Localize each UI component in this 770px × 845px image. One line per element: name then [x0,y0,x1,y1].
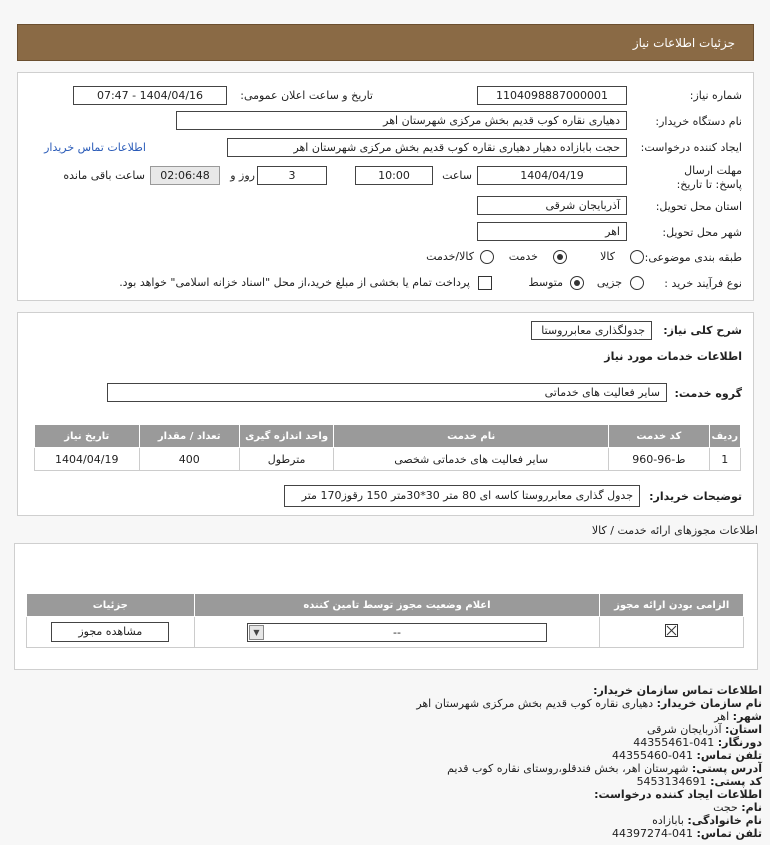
services-title: اطلاعات خدمات مورد نیاز [604,350,742,363]
permits-table [26,593,744,648]
permit-status-cell [194,617,600,648]
cell-row: 1 [709,448,740,471]
col-need-date: تاریخ نیاز [35,425,140,448]
announce-label: تاریخ و ساعت اعلان عمومی: [240,89,373,102]
col-permit-details: جزئیات [27,594,195,617]
buyer-org-label: نام دستگاه خریدار: [655,115,742,128]
x-mark-icon [666,625,677,636]
remaining-time-field: 02:06:48 [150,166,220,185]
permit-required-cell [600,617,744,648]
buyer-contact-link[interactable]: اطلاعات تماس خریدار [44,141,146,154]
cell-unit: مترطول [239,448,333,471]
creator-field[interactable]: حجت بابازاده دهیار دهیاری نقاره کوب قدیم بخش مرکزی شهرستان اهر [227,138,627,157]
need-number-field[interactable]: 1104098887000001 [477,86,627,105]
group-field[interactable]: سایر فعالیت های خدماتی [107,383,667,402]
col-service-name: نام خدمت [334,425,609,448]
process-option-medium: متوسط [528,276,563,289]
category-option-goods: کالا [600,250,615,263]
category-option-goods-service: کالا/خدمت [426,250,474,263]
cell-service-name: سایر فعالیت های خدماتی شخصی [334,448,609,471]
process-radio-medium[interactable] [570,276,584,290]
permit-details-cell [27,617,195,648]
permits-title: اطلاعات مجوزهای ارائه خدمت / کالا [591,524,758,537]
page-title: جزئیات اطلاعات نیاز [632,36,735,50]
contact-line-city: شهر: اهر [714,710,762,723]
category-option-service: خدمت [508,250,538,263]
desc-label: شرح کلی نیاز: [663,324,742,337]
need-info-panel [17,72,754,301]
buyer-desc-field[interactable]: جدول گذاری معابرروستا کاسه ای 80 متر 30*30متر 150 رقوز170 متر [284,485,640,507]
payment-note: پرداخت تمام یا بخشی از مبلغ خرید،از محل "اسناد خزانه اسلامی" خواهد بود. [119,276,470,289]
permit-status-select[interactable] [247,623,547,642]
process-label: نوع فرآیند خرید : [664,277,742,290]
province-field[interactable]: آذربایجان شرقی [477,196,627,215]
col-quantity: تعداد / مقدار [139,425,239,448]
group-label: گروه خدمت: [674,387,742,400]
table-row[interactable] [35,448,741,471]
province-label: استان محل تحویل: [655,200,742,213]
days-field[interactable]: 3 [257,166,327,185]
contact-section [2,684,762,840]
page-header [17,24,754,61]
cell-need-date: 1404/04/19 [35,448,140,471]
col-row: ردیف [709,425,740,448]
remaining-label: ساعت باقی مانده [63,169,145,182]
deadline-label: مهلت ارسال پاسخ: تا تاریخ: [676,164,742,191]
announce-field[interactable]: 1404/04/16 - 07:47 [73,86,227,105]
services-table-header [35,425,741,448]
treasury-checkbox[interactable] [478,276,492,290]
need-number-label: شماره نیاز: [689,89,742,102]
process-option-minor: جزیی [596,276,622,289]
category-label: طبقه بندی موضوعی: [644,251,742,264]
time-label: ساعت [442,169,472,182]
permits-table-header [27,594,744,617]
contact-line-org: نام سازمان خریدار: دهیاری نقاره کوب قدیم بخش مرکزی شهرستان اهر [416,697,762,710]
buyer-desc-label: توضیحات خریدار: [649,490,742,503]
services-table [34,424,741,471]
deadline-time-field[interactable]: 10:00 [355,166,433,185]
contact-line-address: آدرس پستی: شهرستان اهر، بخش فندقلو،روستای نقاره کوب قدیم [447,762,762,775]
creator-line-phone: تلفن تماس: 041-44397274 [612,827,762,840]
deadline-date-field[interactable]: 1404/04/19 [477,166,627,185]
city-field[interactable]: اهر [477,222,627,241]
cell-quantity: 400 [139,448,239,471]
col-unit: واحد اندازه گیری [239,425,333,448]
category-radio-goods[interactable] [630,250,644,264]
category-radio-service[interactable] [553,250,567,264]
creator-label: ایجاد کننده درخواست: [640,141,742,154]
col-permit-required: الزامی بودن ارائه مجوز [600,594,744,617]
process-radio-minor[interactable] [630,276,644,290]
category-radio-goods-service[interactable] [480,250,494,264]
creator-title: اطلاعات ایجاد کننده درخواست: [594,788,762,801]
contact-title: اطلاعات تماس سازمان خریدار: [593,684,762,697]
permit-required-checkbox[interactable] [665,624,678,637]
city-label: شهر محل تحویل: [662,226,742,239]
buyer-org-field[interactable]: دهیاری نقاره کوب قدیم بخش مرکزی شهرستان اهر [176,111,627,130]
contact-line-fax: دورنگار: 041-44355461 [633,736,762,749]
creator-line-name: نام: حجت [713,801,762,814]
permit-status-value: -- [392,625,401,639]
col-permit-status: اعلام وضعیت مجوز توسط تامین کننده [194,594,600,617]
chevron-down-icon[interactable]: ▼ [249,625,264,640]
contact-line-phone: تلفن تماس: 041-44355460 [612,749,762,762]
permit-row [27,617,744,648]
cell-service-code: ط-96-960 [609,448,709,471]
creator-line-family: نام خانوادگی: بابازاده [652,814,762,827]
contact-line-province: استان: آذربایجان شرقی [647,723,762,736]
view-permit-button[interactable]: مشاهده مجوز [51,622,169,642]
contact-line-postal: کد پستی: 5453134691 [636,775,762,788]
days-label: روز و [230,169,255,182]
col-service-code: کد خدمت [609,425,709,448]
desc-field[interactable]: جدولگذاری معابرروستا [531,321,652,340]
